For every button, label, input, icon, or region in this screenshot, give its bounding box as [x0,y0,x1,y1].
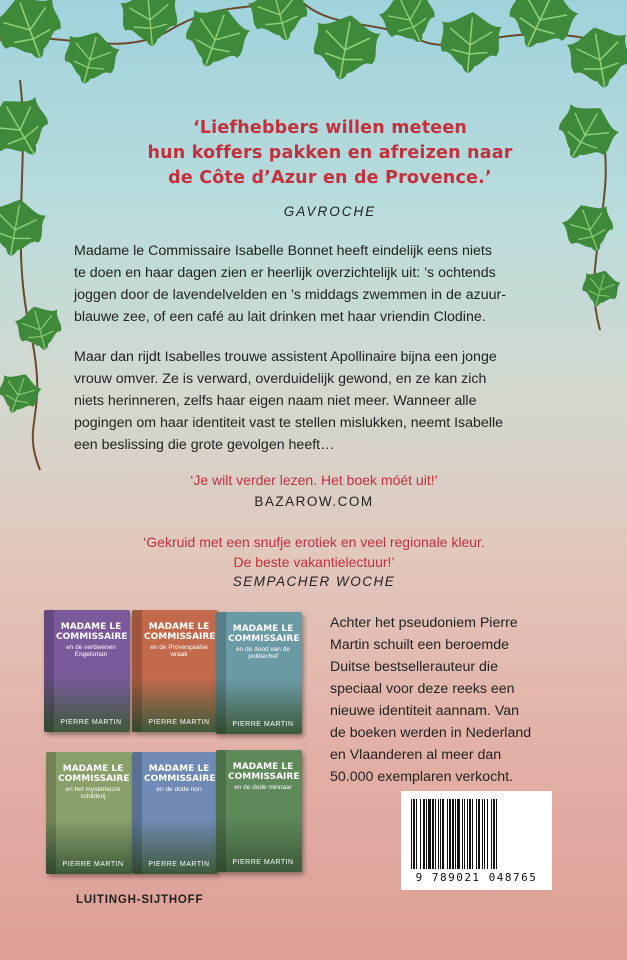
review-quote-2 [74,470,554,490]
top-quote-line: ‘Liefhebbers willen meteen [192,118,468,138]
book-subtitle: en de dode non [156,786,202,793]
blurb-line: joggen door de lavendelvelden en ’s middags zwemmen in de azuur- [74,287,506,303]
book-spine [132,610,142,732]
book-title: MADAME LE COMMISSAIRE [56,622,128,642]
book-author: PIERRE MARTIN [232,859,294,866]
book-title: MADAME LE COMMISSAIRE [58,764,130,784]
book-subtitle: en het mysterieuze schilderij [65,786,121,800]
blurb-paragraph-1 [74,240,554,328]
blurb-line: een beslissing die grote gevolgen heeft… [74,437,335,453]
top-quote [110,116,550,191]
book-subtitle: en de dode minnaar [234,784,292,791]
book-title: MADAME LE COMMISSAIRE [228,624,300,644]
series-book-covers [40,606,302,890]
top-quote-line: de Côte d’Azur en de Provence.’ [168,168,492,188]
author-bio-line: Achter het pseudoniem Pierre [330,615,518,631]
author-bio-line: nieuwe identiteit aannam. Van [330,703,520,719]
book-subtitle: en de Provençaalse wraak [150,644,208,658]
book-author: PIERRE MARTIN [62,861,124,868]
top-quote-line: hun koffers pakken en afreizen naar [147,143,513,163]
book-spine [44,610,54,732]
book-spine [46,752,56,874]
book-cover-2 [132,610,218,732]
isbn-number: 9 789021 048765 [415,871,538,884]
book-cover-4 [46,752,132,874]
blurb-line: vrouw omver. Ze is verward, overduidelijk gewond, en ze kan zich [74,371,487,387]
author-bio-line: en Vlaanderen al meer dan [330,747,502,763]
review-quote-line: De beste vakantielectuur!’ [233,554,395,570]
book-title: MADAME LE COMMISSAIRE [144,764,216,784]
book-subtitle: en de dood van de politiechef [236,646,290,660]
review-source-2: BAZAROW.COM [254,494,374,509]
book-spine [132,752,142,874]
book-title: MADAME LE COMMISSAIRE [144,622,216,642]
author-bio-line: Martin schuilt een beroemde [330,637,510,653]
review-quote-line: ‘Je wilt verder lezen. Het boek móét uit!’ [190,472,438,488]
review-quote-3 [74,532,554,572]
isbn-barcode [401,791,552,890]
blurb-paragraph-2 [74,346,554,456]
blurb-line: Maar dan rijdt Isabelles trouwe assistent Apollinaire bijna een jonge [74,349,497,365]
top-quote-source: GAVROCHE [283,204,377,219]
book-spine [216,750,226,872]
barcode-bars [411,799,542,869]
book-author: PIERRE MARTIN [148,861,210,868]
blurb-line: te doen en haar dagen zien er heerlijk overzichtelijk uit: ’s ochtends [74,265,496,281]
book-cover-6 [216,750,302,872]
blurb-line: Madame le Commissaire Isabelle Bonnet heeft eindelijk eens niets [74,243,492,259]
blurb-line: blauwe zee, of een café au lait drinken met haar vriendin Clodine. [74,309,486,325]
author-bio-line: 50.000 exemplaren verkocht. [330,769,513,785]
blurb-line: pogingen om haar identiteit vast te stellen mislukken, neemt Isabelle [74,415,504,431]
book-cover-5 [132,752,218,874]
book-cover-1 [44,610,130,732]
author-bio-line: Duitse bestsellerauteur die [330,659,498,675]
publisher-name: LUITINGH-SIJTHOFF [76,894,204,906]
book-author: PIERRE MARTIN [148,719,210,726]
book-cover-3 [216,612,302,734]
author-bio [330,612,600,788]
book-subtitle: en de verdwenen Engelsman [66,644,116,658]
review-quote-line: ‘Gekruid met een snufje erotiek en veel regionale kleur. [143,534,485,550]
book-spine [216,612,226,734]
blurb-line: niets herinneren, zelfs haar eigen naam niet meer. Wanneer alle [74,393,477,409]
author-bio-line: de boeken werden in Nederland [330,725,532,741]
author-bio-line: speciaal voor deze reeks een [330,681,515,697]
book-author: PIERRE MARTIN [60,719,122,726]
review-source-3: SEMPACHER WOCHE [232,574,396,589]
book-title: MADAME LE COMMISSAIRE [228,762,300,782]
book-author: PIERRE MARTIN [232,721,294,728]
